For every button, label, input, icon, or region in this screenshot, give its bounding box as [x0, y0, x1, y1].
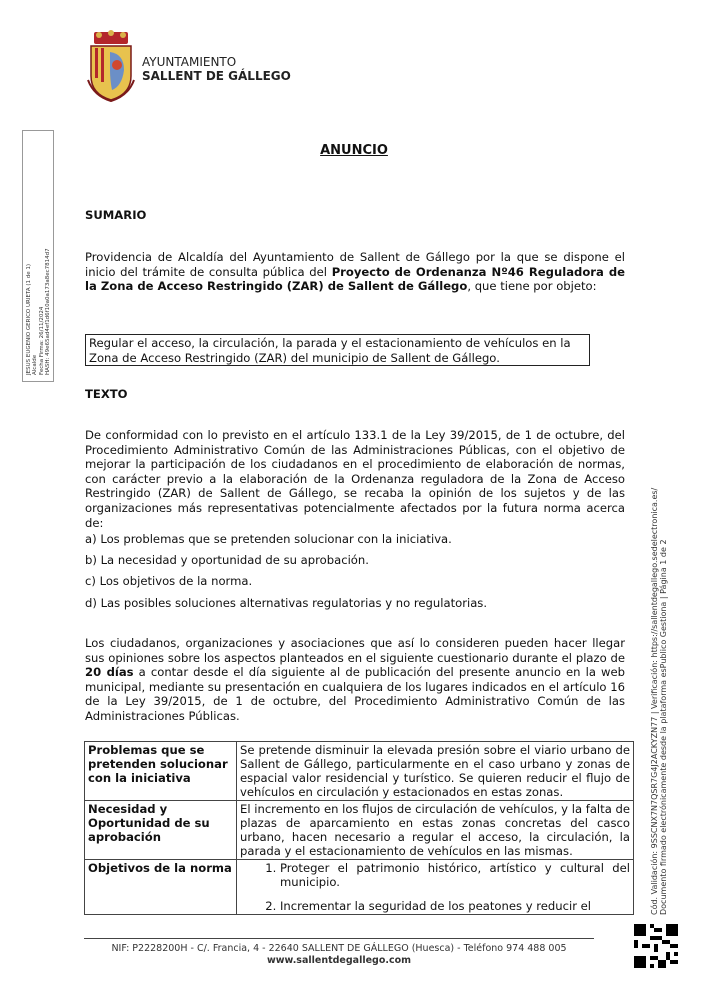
item-d: d) Las posibles soluciones alternativas regulatorias y no regulatorias.: [85, 596, 488, 610]
row3-value: [237, 860, 634, 915]
sumario-outro: , que tiene por objeto:: [467, 279, 597, 294]
verification-text: [650, 488, 668, 915]
item-c: c) Los objetivos de la norma.: [85, 574, 253, 588]
footer-divider: [84, 938, 594, 939]
footer-website[interactable]: www.sallentdegallego.com: [266, 955, 412, 966]
citizens-pre: Los ciudadanos, organizaciones y asociaciones que así lo consideren pueden hacer llegar sus opiniones sobre los aspectos planteados en el siguiente cuestionario durante el plazo de: [85, 636, 625, 665]
texto-paragraph: De conformidad con lo previsto en el artículo 133.1 de la Ley 39/2015, de 1 de octubre, del Procedimiento Administrativo Común de las Administraciones Públicas, con el objetivo de mejorar la participación de los ciudadanos en el procedimiento de elaboración de normas, con carácter previo a la elaboración de la Ordenanza reguladora de la Zona de Acceso Restringido (ZAR) de Sallent de Gállego, se recaba la opinión de los sujetos y de las organizaciones más representativas potencialmente afectados por la futura norma acerca de:: [85, 428, 625, 530]
citizens-paragraph: [85, 636, 625, 724]
row2-value: El incremento en los flujos de circulación de vehículos, y la falta de plazas de aparcamiento en estas zonas concretas del casco urbano, hacen necesario a regular el acceso, la circulación, la parada y el estacionamiento de vehículos en las mismas.: [237, 801, 634, 860]
stamp-line3: Fecha Firma: 26/11/2024: [38, 306, 45, 375]
object-box: [85, 334, 590, 366]
stamp-line4: HASH: 49e65ad4ef1d6f10a0a173a8ec7814d7: [45, 248, 52, 375]
citizens-bold: 20 días: [85, 665, 134, 680]
sumario-intro: Providencia de Alcaldía del Ayuntamiento de Sallent de Gállego por la que se dispone el inicio del trámite de consulta pública del: [85, 250, 625, 279]
row3-key: Objetivos de la norma: [85, 860, 237, 915]
object-text: Regular el acceso, la circulación, la parada y el estacionamiento de vehículos en la Zona de Acceso Restringido (ZAR) del municipio de Sallent de Gállego.: [89, 336, 571, 365]
qr-code: [634, 924, 678, 968]
table-row: [85, 742, 634, 801]
document-title: ANUNCIO: [320, 143, 388, 158]
verification-line2: Documento firmado electrónicamente desde la plataforma esPublico Gestiona | Página 1 de 2: [659, 539, 668, 915]
signature-stamp: [26, 248, 52, 375]
sumario-paragraph: [85, 250, 625, 294]
consultation-table: [84, 741, 634, 915]
stamp-line1: JESUS EUGENIO GERICO URIETA (1 de 1): [26, 263, 32, 375]
row1-key: Problemas que se pretenden solucionar con la iniciativa: [85, 742, 237, 801]
objective-2: 2. Incrementar la seguridad de los peatones y reducir el: [280, 899, 630, 913]
header-line1: AYUNTAMIENTO: [142, 55, 237, 69]
verification-line1: Cód. Validación: 9SSCNX7N7QSR7G4J2ACKYZN77 | Verificación: https://sallentdegallego.sedelectronica.es/: [650, 487, 659, 915]
crest-logo: [86, 30, 136, 102]
citizens-post: a contar desde el día siguiente al de publicación del presente anuncio en la web municipal, mediante su presentación en cualquiera de los lugares indicados en el artículo 16 de la Ley 39/2015, de 1 de octubre, del Procedimiento Administrativo Común de las Administraciones Públicas.: [85, 665, 625, 723]
table-row: [85, 860, 634, 915]
texto-heading: TEXTO: [85, 387, 128, 401]
sumario-heading: SUMARIO: [85, 208, 147, 222]
objective-1: 1. Proteger el patrimonio histórico, artístico y cultural del municipio.: [280, 861, 630, 889]
header-line2: SALLENT DE GÁLLEGO: [142, 69, 291, 83]
row1-value: Se pretende disminuir la elevada presión sobre el viario urbano de Sallent de Gállego, particularmente en el caso urbano y zonas de espacial valor residencial y turístico. Se quieren reducir el flujo de vehículos en circulación y estacionados en estas zonas.: [237, 742, 634, 801]
objectives-list: [240, 861, 630, 913]
table-row: [85, 801, 634, 860]
item-a: a) Los problemas que se pretenden solucionar con la iniciativa.: [85, 532, 452, 546]
table-cutoff: [80, 918, 640, 938]
municipality-name: [142, 55, 291, 83]
row2-key: Necesidad y Oportunidad de su aprobación: [85, 801, 237, 860]
sumario-bold: Proyecto de Ordenanza Nº46 Reguladora de la Zona de Acceso Restringido (ZAR) de Sallent de Gállego: [85, 264, 625, 294]
footer-address: NIF: P2228200H - C/. Francia, 4 - 22640 SALLENT DE GÁLLEGO (Huesca) - Teléfono 974 488 005: [111, 943, 567, 954]
stamp-line2: Alcalde: [32, 354, 39, 375]
item-b: b) La necesidad y oportunidad de su aprobación.: [85, 553, 369, 567]
